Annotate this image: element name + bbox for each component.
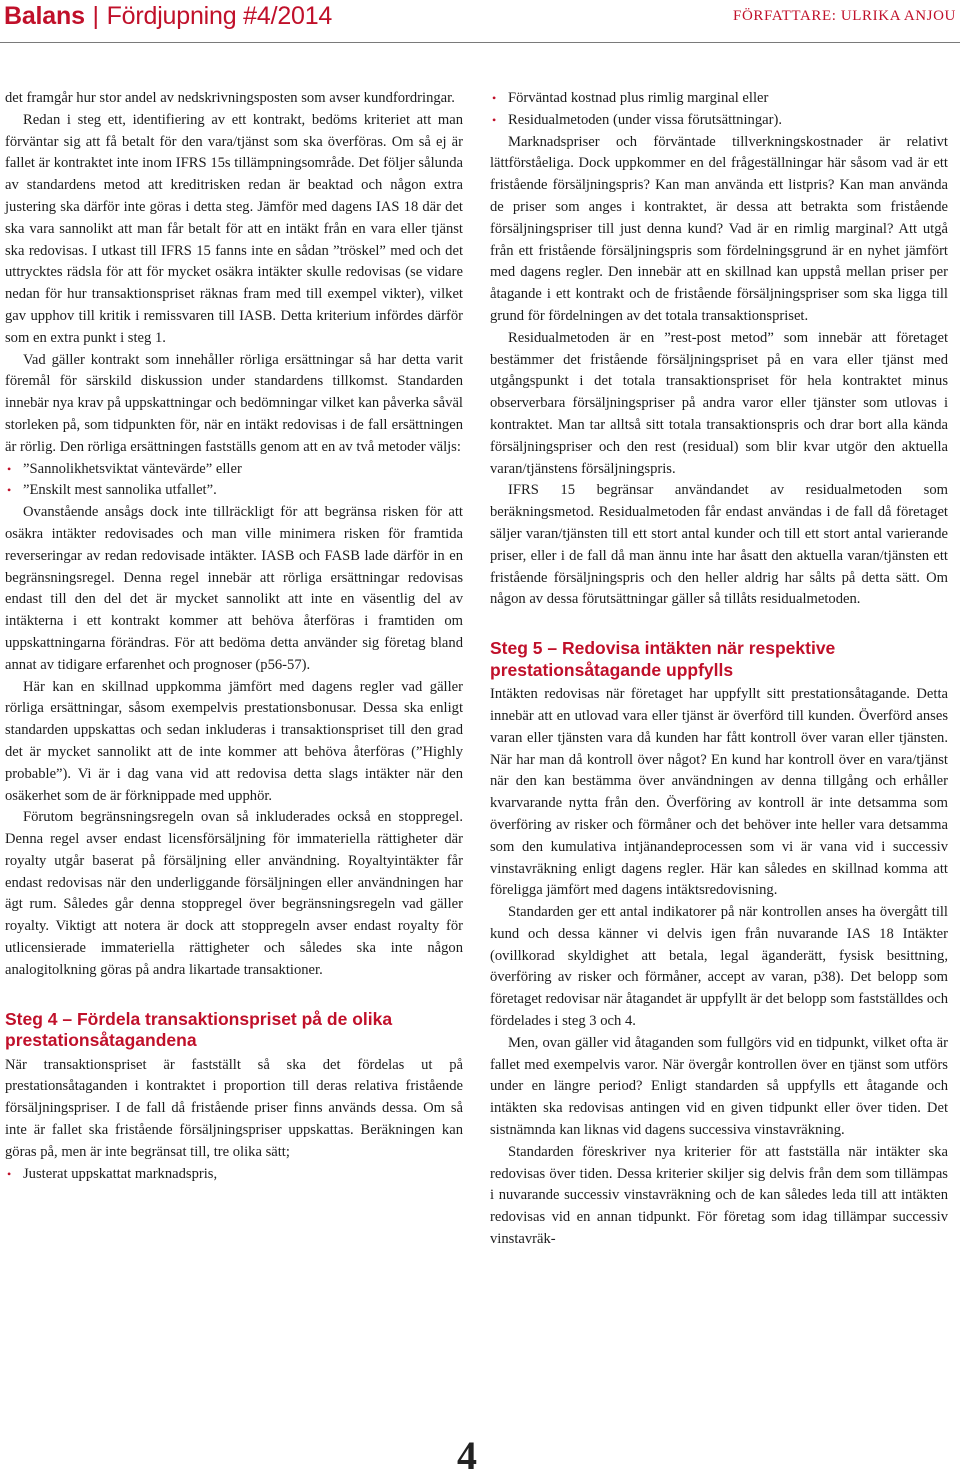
paragraph: Standarden föreskriver nya kriterier för att fastställa när intäkter ska redovisas över tiden. Dessa kriterier skiljer sig delvis från dem som tillämpas i nuvarande successiv vinstavräkning och de kan således leda till att intäkten redovisas vid en annan tidpunkt. För företag som idag tillämpar successiv vinstavräk-: [490, 1143, 948, 1248]
paragraph: Residualmetoden är en ”rest-post metod” som innebär att företaget bestämmer det fristående försäljningspriset på en vara eller tjänst med utgångspunkt i det totala transaktionspriset för hela kontraktet minus observerbara försäljningspriser på andra varor eller tjänster som utlovas i kontraktet. Man tar alltså sitt totala transaktionspris och drar bort alla kända försäljningspriser och den rest (residual) som blir kvar utgör den aktuella varan/tjänstens försäljningspris.: [490, 329, 948, 477]
paragraph: Marknadspriser och förväntade tillverkningskostnader är relativt lättförståeliga. Dock uppkommer en del frågeställningar här såsom vad är ett fristående försäljningspris? Kan man använda ett listpris? Kan man använda de priser som anges i kontraktet, är dessa att betrakta som fristående försäljningspriser till just denna kund? Vad är en rimlig marginal? Att utgå från ett fristående försäljningspris som fördelningsgrund är en nyhet jämfört med dagens regler. Den innebär att en skillnad kan uppstå mellan priser per åtagande i ett kontrakt och de fristående försäljningspriser som ska ligga till grund för fördelningen av det totala transaktionspriset.: [490, 133, 948, 324]
paragraph: När transaktionspriset är fastställt så ska det fördelas ut på prestationsåtaganden i kontraktet i proportion till deras relativa fristående försäljningspriser. I de fall då fristående priser finns används dessa. Om så inte är fallet ska fristående försäljningspriser uppskattas. Beräkningen kan göras på, men är inte begränsat till, tre olika sätt;: [5, 1056, 463, 1160]
brand-name: Balans: [4, 2, 85, 30]
author-line: FÖRFATTARE: ULRIKA ANJOU: [733, 8, 956, 24]
paragraph: Vad gäller kontrakt som innehåller rörliga ersättningar så har detta varit föremål för särskild diskussion under standardens tillkomst. Standarden innebär nya krav på uppskattningar och bedömningar vilket kan påverka såväl storleken på, som tidpunkten för, när en intäkt redovisas i de fall ersättningen är rörlig. Den rörliga ersättningen fastställs genom att en av två metoder väljs:: [5, 351, 463, 455]
bullet-list: [5, 459, 463, 503]
list-item: • Förväntad kostnad plus rimlig marginal eller: [490, 88, 948, 110]
page-number: 4: [457, 1433, 477, 1478]
list-item: • Residualmetoden (under vissa förutsättningar).: [490, 110, 948, 132]
paragraph: Men, ovan gäller vid åtaganden som fullgörs vid en tidpunkt, vilket ofta är fallet med exempelvis varor. När övergår kontrollen över en tjänst som utförs under en längre period? Enligt standarden så uppfylls ett åtagande och intäkten ska redovisas antingen vid en given tidpunkt eller över tiden. Det sistnämnda kan liknas vid dagens successiva vinstavräkning.: [490, 1034, 948, 1139]
bullet-icon: •: [7, 461, 12, 476]
paragraph: Här kan en skillnad uppkomma jämfört med dagens regler vad gäller rörliga ersättningar, såsom exempelvis prestationsbonusar. Dessa ska enligt standarden uppskattas och sedan inkluderas i transaktionspriset till den grad det är mycket sannolikt att de inte kommer att behöva återföras (”Highly probable”). Vi är i dag vana vid att redovisa detta slags intäkter när den osäkerhet som de är förknippade med upphör.: [5, 678, 463, 804]
bullet-icon: •: [7, 1166, 12, 1181]
title-separator: |: [92, 2, 99, 30]
bullet-list: [490, 88, 948, 132]
paragraph: Intäkten redovisas när företaget har uppfyllt sitt prestationsåtagande. Detta innebär att en utlovad vara eller tjänst är överförd till kunden. Överförd anses varan eller tjänsten vara då kunden har fått kontroll över varan eller tjänsten. När har man då kontroll över något? En kund har kontroll över en vara/tjänst när den kan bestämma över användningen av denna tillgång och erhåller kvarvarande nytta från den. Överföring av kontroll är inte detsamma som överföring av risker och förmåner och det behöver inte heller vara detsamma som den kumulativa intjänandeprocessen som vi är vana vid i successiv vinstavräkning enligt dagens regler. Här kan således en skillnad komma att föreligga jämfört med dagens intäktsredovisning.: [490, 686, 948, 899]
paragraph: det framgår hur stor andel av nedskrivningsposten som avser kundfordringar.: [5, 90, 455, 106]
section-heading-steg-4: Steg 4 – Fördela transaktionspriset på de olika prestationsåtagandena: [5, 1008, 393, 1051]
bullet-icon: •: [7, 483, 12, 498]
paragraph: Ovanstående ansågs dock inte tillräckligt för att begränsa risken för att osäkra intäkter redovisades och man ville minimera risken för framtida reverseringar av redan redovisade intäkter. IASB och FASB lade därför in en begränsningsregel. Denna regel innebär att rörliga ersättningar redovisas endast till den del det är mycket sannolikt att inte en väsentlig del av intäkterna i ett kontrakt kommer att behöva återföras i framtiden om uppskattningarna förändras. För att bedöma detta använder sig företag bland annat av tidigare erfarenhet och prognoser (p56-57).: [5, 504, 463, 673]
section-name: Fördjupning #4/2014: [106, 2, 333, 30]
bullet-icon: •: [492, 112, 497, 127]
list-item: • Justerat uppskattat marknadspris,: [5, 1164, 463, 1186]
bullet-list: [5, 1164, 463, 1186]
paragraph: IFRS 15 begränsar användandet av residualmetoden som beräkningsmetod. Residualmetoden får endast användas i de fall då företaget säljer varan/tjänsten till ett stort antal kunder och till ett stort antal varierande priser, eller i de fall då man ännu inte har åsatt den aktuella varan/tjänsten ett fristående försäljningspris och den heller aldrig har sålts på detta sätt. Om någon av dessa förutsättningar gäller så tillåts residualmetoden.: [490, 482, 948, 608]
paragraph: Redan i steg ett, identifiering av ett kontrakt, bedöms kriteriet att man förväntar sig att få betalt för den vara/tjänst som ska överföras. Om så ej är fallet är kontraktet inte inom IFRS 15s tillämpningsområde. Det följer sålunda av standardens metod att kreditrisken redan är beaktad och någon extra justering ska därför inte göras i detta steg. Jämför med dagens IAS 18 där det ska vara sannolikt att man får betalt för att en intäkt från en vara eller tjänst ska redovisas. I utkast till IFRS 15 fanns inte en sådan ”tröskel” med och det uttrycktes rädsla för att för mycket osäkra intäkter skulle redovisas (se vidare nedan för hur transaktionspriset räknas fram med till exempel vikter), vilket gav upphov till kritik i remissvaren till IASB. Detta kriterium infördes därför som en extra punkt i steg 1.: [5, 111, 463, 346]
list-item: • ”Enskilt mest sannolika utfallet”.: [5, 480, 463, 502]
left-column: [5, 88, 463, 1185]
list-item: • ”Sannolikhetsviktat väntevärde” eller: [5, 459, 463, 481]
section-heading-steg-5: Steg 5 – Redovisa intäkten när respektive prestationsåtagande uppfylls: [490, 638, 836, 680]
paragraph: Standarden ger ett antal indikatorer på när kontrollen anses ha övergått till kund och dessa känner vi delvis igen från nuvarande IAS 18 Intäkter (ovillkorad skyldighet att betala, legal äganderätt, fysisk besittning, överföring av risker och förmåner, accept av varan, p38). Det belopp som företaget redovisar när åtagandet är uppfyllt är det belopp som fastställdes och fördelades i steg 3 och 4.: [490, 904, 948, 1030]
bullet-icon: •: [492, 91, 497, 105]
header-rule: [0, 42, 960, 43]
publication-title: [4, 2, 332, 31]
paragraph: Förutom begränsningsregeln ovan så inkluderades också en stoppregel. Denna regel avser endast licensförsäljning för immateriella rättigheter där royalty utgår baserat på försäljning eller användning. Royaltyintäkter får endast redovisas när den underliggande försäljningen eller användningen har ägt rum. Således går denna stoppregel över begränsningsregeln vad gäller royalty. Viktigt att notera är dock att stoppregeln avser endast royalty för utlicensierade immateriella rättigheter och således ska inte någon analogitolkning göras på andra likartade transaktioner.: [5, 809, 463, 978]
right-column: [490, 88, 948, 1251]
page-header: [0, 0, 960, 44]
